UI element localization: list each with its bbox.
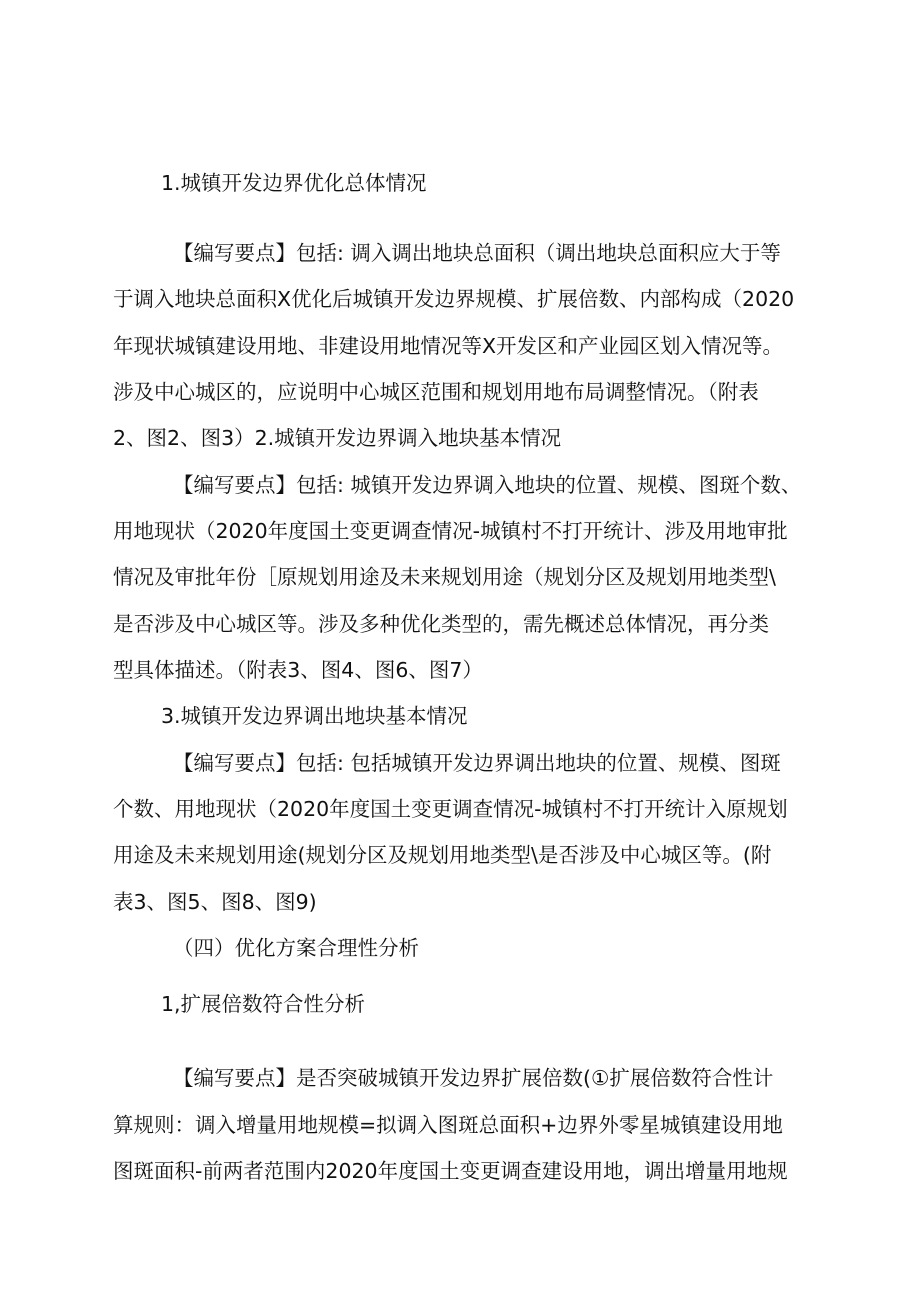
paragraph-line: 涉及中心城区的，应说明中心城区范围和规划用地布局调整情况。（附表 — [113, 380, 759, 404]
paragraph-line: 【编写要点】包括: 城镇开发边界调入地块的位置、规模、图斑个数、 — [173, 473, 802, 497]
paragraph-line: 是否涉及中心城区等。涉及多种优化类型的，需先概述总体情况，再分类 — [113, 612, 769, 636]
paragraph-line: 年现状城镇建设用地、非建设用地情况等X开发区和产业园区划入情况等。 — [113, 334, 784, 358]
paragraph-line: 用地现状（2020年度国土变更调查情况-城镇村不打开统计、涉及用地审批 — [113, 519, 788, 543]
paragraph-line: 【编写要点】是否突破城镇开发边界扩展倍数(①扩展倍数符合性计 — [173, 1066, 774, 1090]
subsection-heading-1: 1,扩展倍数符合性分析 — [161, 992, 366, 1016]
paragraph-line: 2、图2、图3）2.城镇开发边界调入地块基本情况 — [113, 426, 562, 450]
paragraph-line: 图斑面积-前两者范围内2020年度国土变更调查建设用地，调出增量用地规 — [113, 1159, 788, 1183]
paragraph-line: 型具体描述。（附表3、图4、图6、图7） — [113, 658, 483, 682]
section-heading-4: （四）优化方案合理性分析 — [173, 936, 419, 960]
paragraph-line: 用途及未来规划用途(规划分区及规划用地类型\是否涉及中心城区等。(附 — [113, 843, 772, 867]
paragraph-line: 【编写要点】包括: 调入调出地块总面积（调出地块总面积应大于等 — [173, 241, 781, 265]
paragraph-line: 【编写要点】包括: 包括城镇开发边界调出地块的位置、规模、图斑 — [173, 751, 781, 775]
paragraph-line: 表3、图5、图8、图9) — [113, 890, 317, 914]
section-heading-1: 1.城镇开发边界优化总体情况 — [161, 171, 427, 195]
paragraph-line: 情况及审批年份［原规划用途及未来规划用途（规划分区及规划用地类型\ — [113, 565, 776, 589]
paragraph-line: 于调入地块总面积X优化后城镇开发边界规模、扩展倍数、内部构成（2020 — [113, 287, 795, 311]
paragraph-line: 个数、用地现状（2020年度国土变更调查情况-城镇村不打开统计入原规划 — [113, 797, 788, 821]
section-heading-3: 3.城镇开发边界调出地块基本情况 — [161, 704, 468, 728]
paragraph-line: 算规则：调入增量用地规模=拟调入图斑总面积+边界外零星城镇建设用地 — [113, 1113, 783, 1137]
